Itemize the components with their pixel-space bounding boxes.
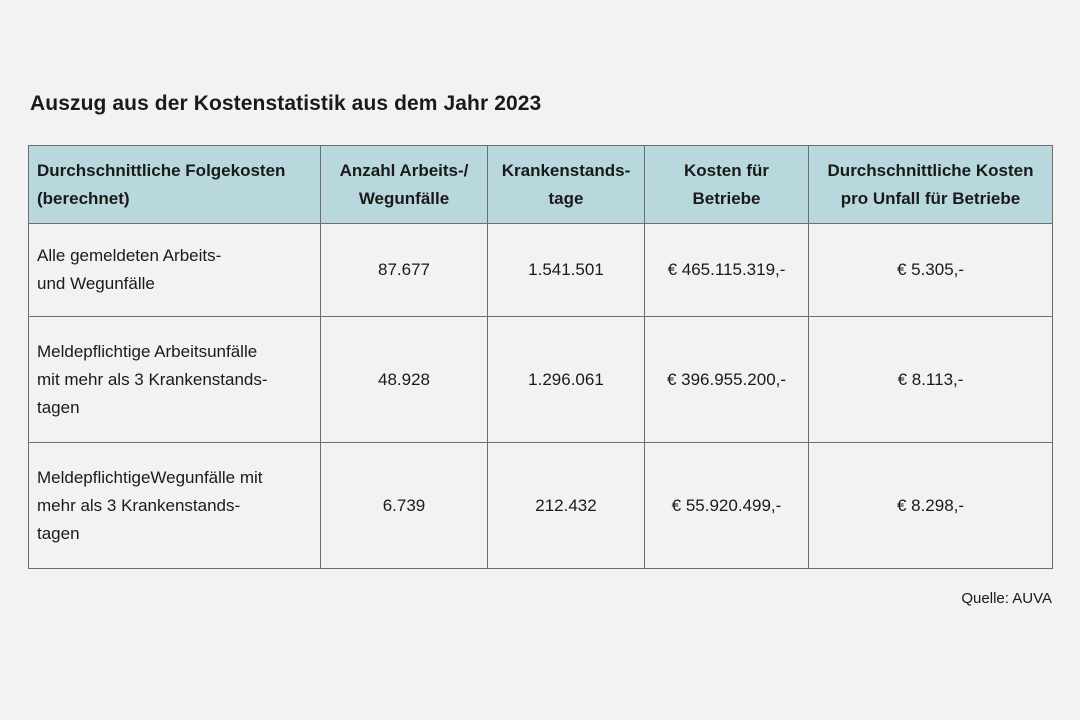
cell-sick-days: 1.541.501 (488, 224, 645, 317)
table-header-row (29, 146, 1053, 224)
cell-sick-days: 1.296.061 (488, 317, 645, 443)
header-average-cost-per-accident: Durchschnittliche Kosten pro Unfall für Betriebe (809, 146, 1053, 224)
row-label: Alle gemeldeten Arbeits- und Wegunfälle (29, 224, 321, 317)
table-row (29, 224, 1053, 317)
cell-costs: € 55.920.499,- (645, 443, 809, 569)
header-company-costs: Kosten für Betriebe (645, 146, 809, 224)
cell-average-costs: € 8.113,- (809, 317, 1053, 443)
table-row (29, 443, 1053, 569)
cell-accidents: 6.739 (321, 443, 488, 569)
page-title: Auszug aus der Kostenstatistik aus dem Jahr 2023 (30, 92, 542, 115)
cost-statistics-table (28, 145, 1053, 569)
row-label: Meldepflichtige Arbeitsunfälle mit mehr als 3 Krankenstands- tagen (29, 317, 321, 443)
header-sick-days: Krankenstands- tage (488, 146, 645, 224)
header-accident-count: Anzahl Arbeits-/ Wegunfälle (321, 146, 488, 224)
source-note: Quelle: AUVA (961, 590, 1052, 607)
cell-accidents: 87.677 (321, 224, 488, 317)
cell-average-costs: € 5.305,- (809, 224, 1053, 317)
cell-accidents: 48.928 (321, 317, 488, 443)
table-row (29, 317, 1053, 443)
row-label: MeldepflichtigeWegunfälle mit mehr als 3 Krankenstands- tagen (29, 443, 321, 569)
cell-average-costs: € 8.298,- (809, 443, 1053, 569)
header-average-follow-up-costs: Durchschnittliche Folgekosten (berechnet) (29, 146, 321, 224)
cell-costs: € 465.115.319,- (645, 224, 809, 317)
cell-costs: € 396.955.200,- (645, 317, 809, 443)
cell-sick-days: 212.432 (488, 443, 645, 569)
